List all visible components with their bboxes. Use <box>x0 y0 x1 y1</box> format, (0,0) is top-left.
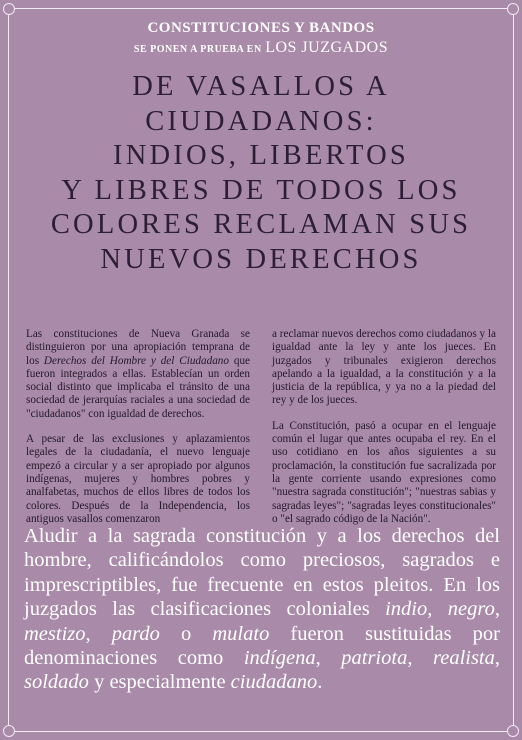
quote-text: , <box>315 647 342 670</box>
corner-ornament <box>507 725 519 737</box>
body-text: Las constituciones de Nueva Granada se distinguieron por una apropiación temprana de los <box>26 328 250 367</box>
quote-text: , <box>494 647 501 670</box>
title-line: Y LIBRES DE TODOS LOS <box>61 174 461 206</box>
corner-ornament <box>3 3 15 15</box>
body-paragraph <box>26 328 250 421</box>
quote-italic: realista <box>433 647 495 670</box>
quote-text: , <box>85 622 112 645</box>
page-title <box>20 70 502 278</box>
quote-text: y especialmente <box>88 671 231 694</box>
title-line: DE VASALLOS A <box>132 71 390 102</box>
quote-italic: pardo <box>111 622 160 645</box>
quote-italic: indio <box>385 598 428 621</box>
body-paragraph: A pesar de las exclusiones y aplazamientos legales de la ciudadanía, el nuevo lenguaje empezó a circular y a ser apropiado por algunos indígenas, mujeres y hombres pobres y analfabetas, muchos de ellos libres de todos los colores. Después de la Independencia, los antiguos vasallos comenzaron <box>26 433 250 525</box>
kicker-small-text: SE PONEN A PRUEBA EN <box>133 44 262 55</box>
body-paragraph: a reclamar nuevos derechos como ciudadanos y la igualdad ante la ley y ante los jueces. En juzgados y tribunales exigieron derechos apelando a la igualdad, a la constitución y a la justicia de la república, y ya no a la piedad del rey y de los jueces. <box>272 328 496 407</box>
title-line: NUEVOS DERECHOS <box>100 243 422 275</box>
corner-ornament <box>3 725 15 737</box>
quote-italic: patriota <box>341 647 408 670</box>
quote-text: , <box>407 647 433 670</box>
quote-text: fueron sustituidas por denominaciones como <box>24 622 500 670</box>
title-line: COLORES RECLAMAN SUS <box>50 209 472 241</box>
quote-text: o <box>159 622 213 645</box>
quote-italic: negro <box>447 598 495 621</box>
body-paragraph: La Constitución, pasó a ocupar en el lenguaje común el lugar que antes ocupaba el rey. En el uso cotidiano en los años siguientes a su proclamación, la constitución fue sacralizada por la gente corriente usando expresiones como "nuestra sagrada constitución"; "nuestras sabias y sagradas leyes"; "sagradas leyes constitucionales" o "el sagrado código de la Nación". <box>272 419 496 525</box>
right-column <box>272 328 496 538</box>
kicker-big-text: LOS JUZGADOS <box>265 39 389 56</box>
quote-text: , <box>494 598 500 621</box>
section-kicker <box>0 20 522 57</box>
quote-text: Aludir a la sagrada constitución y a los derechos del hombre, calificándolos como preciosos, sagrados e imprescriptibles, fue frecuente en estos pleitos. En los juzgados las clasificaciones coloniales <box>24 525 500 621</box>
kicker-line-1: CONSTITUCIONES Y BANDOS <box>147 20 375 36</box>
title-line: INDIOS, LIBERTOS <box>113 140 409 172</box>
quote-italic: ciudadano <box>230 671 318 694</box>
left-column <box>26 328 250 538</box>
kicker-line-2 <box>0 39 522 57</box>
quote-italic: mulato <box>212 622 270 645</box>
quote-italic: mestizo <box>24 622 86 645</box>
title-line: CIUDADANOS: <box>145 105 377 137</box>
pull-quote <box>24 524 500 695</box>
quote-text: , <box>427 598 448 621</box>
corner-ornament <box>507 3 519 15</box>
quote-italic: soldado <box>24 671 89 694</box>
body-text: que fueron integrados a ellas. Establecían un orden social distinto que implicaba el tránsito de una sociedad de jerarquías raciales a una sociedad de "ciudadanos" con igualdad de derechos. <box>26 354 251 420</box>
quote-italic: indígena <box>243 647 316 670</box>
body-italic-text: Derechos del Hombre y del Ciudadano <box>43 354 229 367</box>
quote-text: . <box>317 671 323 694</box>
